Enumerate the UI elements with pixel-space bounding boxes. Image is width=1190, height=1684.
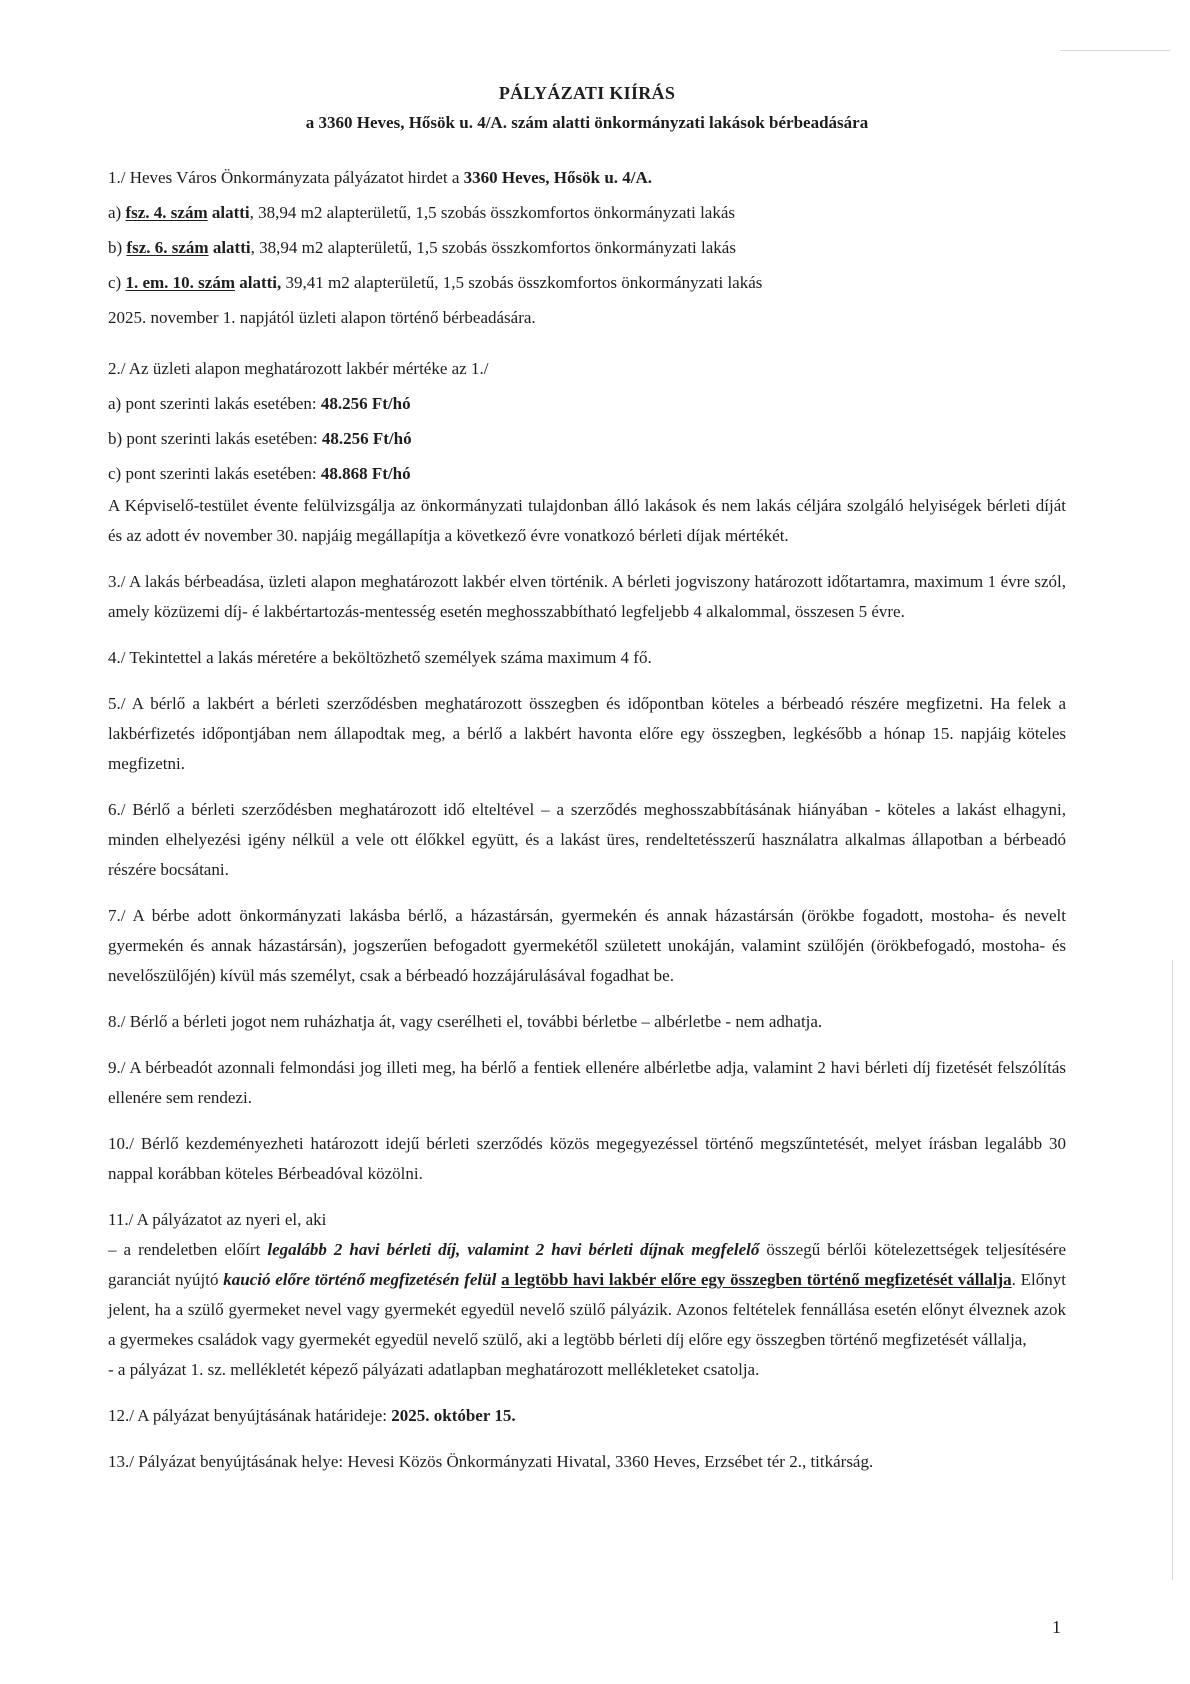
- section-11-attachment: - a pályázat 1. sz. mellékletét képező pályázati adatlapban meghatározott mellékleteket csatolja.: [108, 1360, 760, 1379]
- scan-edge-right: [1172, 960, 1173, 1580]
- document-subtitle: a 3360 Heves, Hősök u. 4/A. szám alatti önkormányzati lakások bérbeadására: [305, 113, 869, 132]
- section-8: 8./ Bérlő a bérleti jogot nem ruházhatja át, vagy cserélheti el, további bérletbe – albérletbe - nem adhatja.: [108, 1012, 823, 1031]
- section-2-item-b: b) pont szerinti lakás esetében: 48.256 Ft/hó: [108, 429, 412, 448]
- section-11-intro: 11./ A pályázatot az nyeri el, aki: [108, 1210, 327, 1229]
- section-6: 6./ Bérlő a bérleti szerződésben meghatározott idő elteltével – a szerződés meghosszabbításának hiányában - köteles a lakást elhagyni, minden elhelyezési igény nélkül a vele ott élőkkel együtt, és a lakást üres, rendeltetésszerű használatra alkalmas állapotban a bérbeadó részére bocsátani.: [108, 800, 1066, 879]
- scan-edge-top: [1060, 50, 1170, 51]
- section-2-intro: 2./ Az üzleti alapon meghatározott lakbér mértéke az 1./: [108, 359, 489, 378]
- section-1: [108, 160, 1066, 335]
- section-11: [108, 1205, 1066, 1385]
- section-3: 3./ A lakás bérbeadása, üzleti alapon meghatározott lakbér elven történik. A bérleti jogviszony határozott időtartamra, maximum 1 évre szól, amely közüzemi díj- é lakbértartozás-mentesség esetén meghosszabbítható legfeljebb 4 alkalommal, összesen 5 évre.: [108, 572, 1066, 621]
- document-body: [108, 78, 1066, 1493]
- section-1-item-c: c) 1. em. 10. szám alatti, 39,41 m2 alapterületű, 1,5 szobás összkomfortos önkormányzati lakás: [108, 273, 763, 292]
- section-2-item-a: a) pont szerinti lakás esetében: 48.256 Ft/hó: [108, 394, 411, 413]
- section-2-item-c: c) pont szerinti lakás esetében: 48.868 Ft/hó: [108, 464, 411, 483]
- section-1-intro: 1./ Heves Város Önkormányzata pályázatot hirdet a 3360 Heves, Hősök u. 4/A.: [108, 168, 653, 187]
- section-1-outro: 2025. november 1. napjától üzleti alapon történő bérbeadására.: [108, 308, 536, 327]
- section-2-note: A Képviselő-testület évente felülvizsgálja az önkormányzati tulajdonban álló lakások és nem lakás céljára szolgáló helyiségek bérleti díját és az adott év november 30. napjáig megállapítja a következő évre vonatkozó bérleti díjak mértékét.: [108, 496, 1066, 545]
- section-1-item-a: a) fsz. 4. szám alatti, 38,94 m2 alapterületű, 1,5 szobás összkomfortos önkormányzati lakás: [108, 203, 735, 222]
- section-2: [108, 351, 1066, 551]
- section-7: 7./ A bérbe adott önkormányzati lakásba bérlő, a házastársán, gyermekén és annak házastársán (örökbe fogadott, mostoha- és nevelt gyermekén és annak házastársán), jogszerűen befogadott gyermekétől született unokáján, valamint szülőjén (örökbefogadó, mostoha- és nevelőszülőjén) kívül más személyt, csak a bérbeadó hozzájárulásával fogadhat be.: [108, 906, 1066, 985]
- section-5: 5./ A bérlő a lakbért a bérleti szerződésben meghatározott összegben és időpontban köteles a bérbeadó részére megfizetni. Ha felek a lakbérfizetés időpontjában nem állapodtak meg, a bérlő a lakbért havonta előre egy összegben, legkésőbb a hónap 15. napjáig köteles megfizetni.: [108, 694, 1066, 773]
- section-10: 10./ Bérlő kezdeményezheti határozott idejű bérleti szerződés közös megegyezéssel történő megszűntetését, melyet írásban legalább 30 nappal korábban köteles Bérbeadóval közölni.: [108, 1134, 1066, 1183]
- section-4: 4./ Tekintettel a lakás méretére a beköltözhető személyek száma maximum 4 fő.: [108, 648, 652, 667]
- page-number: 1: [1052, 1617, 1061, 1637]
- section-9: 9./ A bérbeadót azonnali felmondási jog illeti meg, ha bérlő a fentiek ellenére albérletbe adja, valamint 2 havi bérleti díj fizetését felszólítás ellenére sem rendezi.: [108, 1058, 1066, 1107]
- section-13: 13./ Pályázat benyújtásának helye: Hevesi Közös Önkormányzati Hivatal, 3360 Heves, Erzsébet tér 2., titkárság.: [108, 1452, 874, 1471]
- document-title: PÁLYÁZATI KIÍRÁS: [498, 83, 676, 103]
- section-1-item-b: b) fsz. 6. szám alatti, 38,94 m2 alapterületű, 1,5 szobás összkomfortos önkormányzati lakás: [108, 238, 736, 257]
- section-12: 12./ A pályázat benyújtásának határideje: 2025. október 15.: [108, 1406, 516, 1425]
- section-11-condition: – a rendeletben előírt legalább 2 havi bérleti díj, valamint 2 havi bérleti díjnak megfelelő összegű bérlői kötelezettségek teljesítésére garanciát nyújtó kaució előre történő megfizetésén felül a legtöbb havi lakbér előre egy összegben történő megfizetését vállalja. Előnyt jelent, ha a szülő gyermeket nevel vagy gyermekét egyedül nevelő szülő pályázik. Azonos feltételek fennállása esetén előnyt élveznek azok a gyermekes családok vagy gyermekét egyedül nevelő szülő, aki a legtöbb bérleti díj előre egy összegben történő megfizetését vállalja,: [108, 1240, 1066, 1349]
